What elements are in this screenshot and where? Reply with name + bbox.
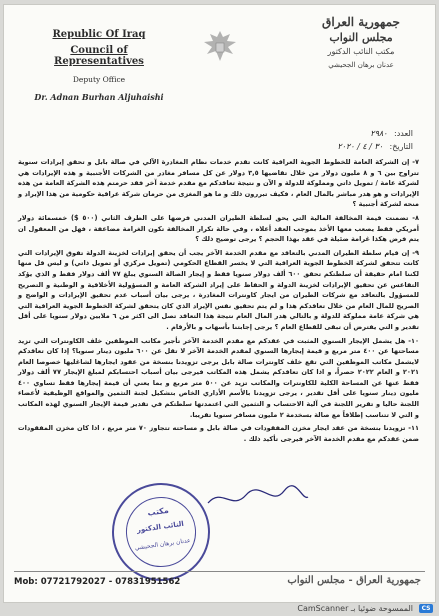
office-name-en: Deputy Office: [72, 75, 126, 84]
stamp-line-3: عدنان برهان الجحيشي: [134, 537, 192, 552]
letterhead-english: [24, 29, 174, 102]
letter-body: [18, 157, 419, 447]
council-name-ar: مجلس النواب: [329, 31, 393, 44]
camscanner-text: الممسوحة ضوئيا بـ CamScanner: [297, 604, 413, 613]
phone-numbers: Mob: 07721792027 - 07831951562: [14, 577, 181, 587]
paragraph-9: ٩- إن قيام سلطة الطيران المدني بالتعاقد مع مقدم الخدمة الآخر يجب أن يحقق إيرادات لخزينة الدولة تفوق الإيرادات التي كانت تتحقق لشركة الخطوط الجوية العراقية التي لا يخسر القطاع الحكومي (تمويل مركزي أو تمويل ذاتي) و ليس قل منها لكننا امام حقيقة أن سلطتكم تحقق ٦٠٠ ألف دولار سنويا فقط و إيجار الصالة السنوي يبلغ ٧٧ ألف دولار فقط و الذي يؤكد التقاعس عن تحقيق الإيرادات لخزينة الدولة و الحفاظ على إيراد الشركة العامة و المسؤولية الأخلاقية و الوطنية و التصريح للمسؤول بالتعاقد مع شركات الطيران من ايجار كاونترات المغادرة ، يرجى بيان أسباب عدم تحقيق الإيرادات و الواضح و الصريح للمال العام من خلال تعاقدكم هذا و لم يتم تحقيق نفس الإيراد الذي كان يتحقق لشركة الخطوط الجوية العراقية التي هي شركة عامة مملوكة للدولة و بالتالي هدر المال العام نتيجة هذا التعاقد تصل الى اكثر من ٦ ملايين دولار سنويا على أقل تقدير و التي يفترض أن تبقى للقطاع العام ؟ يرجى إجابتنا بأسهاب و بالأرقام .: [18, 248, 419, 331]
reference-date-value: ٣٠ / ٤ / ٢٠٢٠: [337, 142, 383, 151]
council-name-en: Council of Representatives: [54, 45, 144, 67]
paragraph-11: ١١- تزويدنا بنسخة من عقد ايجار مخزن المفقودات في صالة بابل و مساحته تتجاوز ٧٠ متر مربع ، اذا كان مخزن المفقودات ضمن عقدكم مع مقدم الخدمة الآخر فيرجى تأكيد ذلك .: [18, 424, 419, 443]
handwritten-signature: [202, 483, 312, 513]
camscanner-watermark: [297, 603, 433, 614]
paragraph-8: ٨- تضمنت قيمة المخالفة المالية التي يحق لسلطة الطيران المدني فرضها على الطرف الثاني (٥٠٠ $) خمسمائة دولار أمريكي فقط يصعب معها الأخذ بموجب العقد أعلاه ، وفي حالة تكرار المخالفة تكون الغرامة مضاعفة ، فهل من المعقول ان يتم فرض هكذا غرامة ضئيلة في عقد بهذا الحجم ؟ يرجى توضيح ذلك ؟: [18, 213, 419, 244]
footer-organization: جمهورية العراق - مجلس النواب: [287, 575, 421, 586]
paragraph-7: ٧- إن الشركة العامة للخطوط الجوية العراقية كانت تقدم خدمات نظام المغادرة الآلي في صالة بابل و تحقق إيرادات سنوية تتراوح بين ٦ و ٨ مليون دولار من خلال تقاضيها ٣,٥ دولار عن كل مسافر مغادر من الشركات الأجنبية و هذه الإيرادات هي لشركة عامة / تمويل ذاتي ومملوكة للدولة و الآن و نتيجة تعاقدكم مع مقدم خدمة آخر فقد حرمتم هذه الشركة العامة من هذه الإيرادات و هو هدر مباشر بالمال العام ، فكيف تبررون ذلك و ما هو المغزى من حرمان شركة عراقية حكومية من هذا الإيراد و منحه لشركة أجنبية ؟: [18, 158, 419, 209]
paragraph-10: ١٠- هل يشمل الإيجار السنوي المثبت في عقدكم مع مقدم الخدمة الآخر تأجير مكاتب الموظفين خلف الكاونترات التي تزيد مساحتها عن ٤٠٠ متر مربع و قيمة إيجارها السنوي لمقدم الخدمة الآخر لا تقل عن ٦٠٠ مليون دينار سنويا؟ إذا كان تعاقدكم لايشمل مكاتب الموظفين التي تقع خلف كاونترات صالة بابل يرجى تزويدنا بنسخة من عقود ايجارها لشاغليها خصوصا العام ٢٠٢١ و العام ٢٠٢٢ حصراً، و اذا كان تعاقدكم يشمل هذه المكاتب فيرجى بيان أسباب احتسابكم لمبلغ الإيجار ٧٧ ألف دولار فقط عنها عن المساحة الكلية للكاونترات والمكاتب تزيد عن ٥٠٠ متر مربع و بما يعني أن قيمة إيجارها فقط تساوي ٤٠٠ مليون دينار سنويا على أقل تقدير ، يرجى تزويدنا بالأسم الأداري الخاص بتشكيل لجنة التثمين والمواقع الوظيفية لأعضاء اللجنة حاليا و تقرير اللجنة في آلية الاحتساب و التثمين التي اعتمدتها سلطتكم في تقدير قيمة الإيجار السنوي لهذه المكاتب و التي لا تتناسب إطلاقاً مع صالة بسخدمة ٢ مليون مسافر سنويا تقريبا.: [18, 336, 419, 419]
reference-block: [337, 127, 413, 153]
reference-number-value: ٢٩٨٠: [370, 129, 388, 138]
stamp-line-2: النائب الدكتور: [136, 519, 185, 535]
reference-date-row: [337, 140, 413, 153]
stamp-line-1: مكتب: [146, 505, 170, 518]
letterhead-arabic: [301, 15, 421, 69]
document-page: [3, 4, 436, 603]
office-name-ar: مكتب النائب الدكتور: [327, 47, 395, 56]
country-name-en: Republic Of Iraq: [52, 29, 146, 40]
deputy-name-en: Dr. Adnan Burhan Aljuhaishi: [34, 92, 164, 102]
footer-divider: [14, 571, 425, 572]
country-name-ar: جمهورية العراق: [322, 15, 400, 29]
reference-number-row: [337, 127, 413, 140]
deputy-name-ar: عدنان برهان الجحيشي: [328, 61, 394, 69]
reference-number-label: العدد:: [394, 129, 413, 138]
reference-date-label: التاريخ:: [389, 142, 413, 151]
iraq-eagle-emblem-icon: [200, 27, 240, 67]
camscanner-logo-icon: CS: [419, 604, 433, 613]
